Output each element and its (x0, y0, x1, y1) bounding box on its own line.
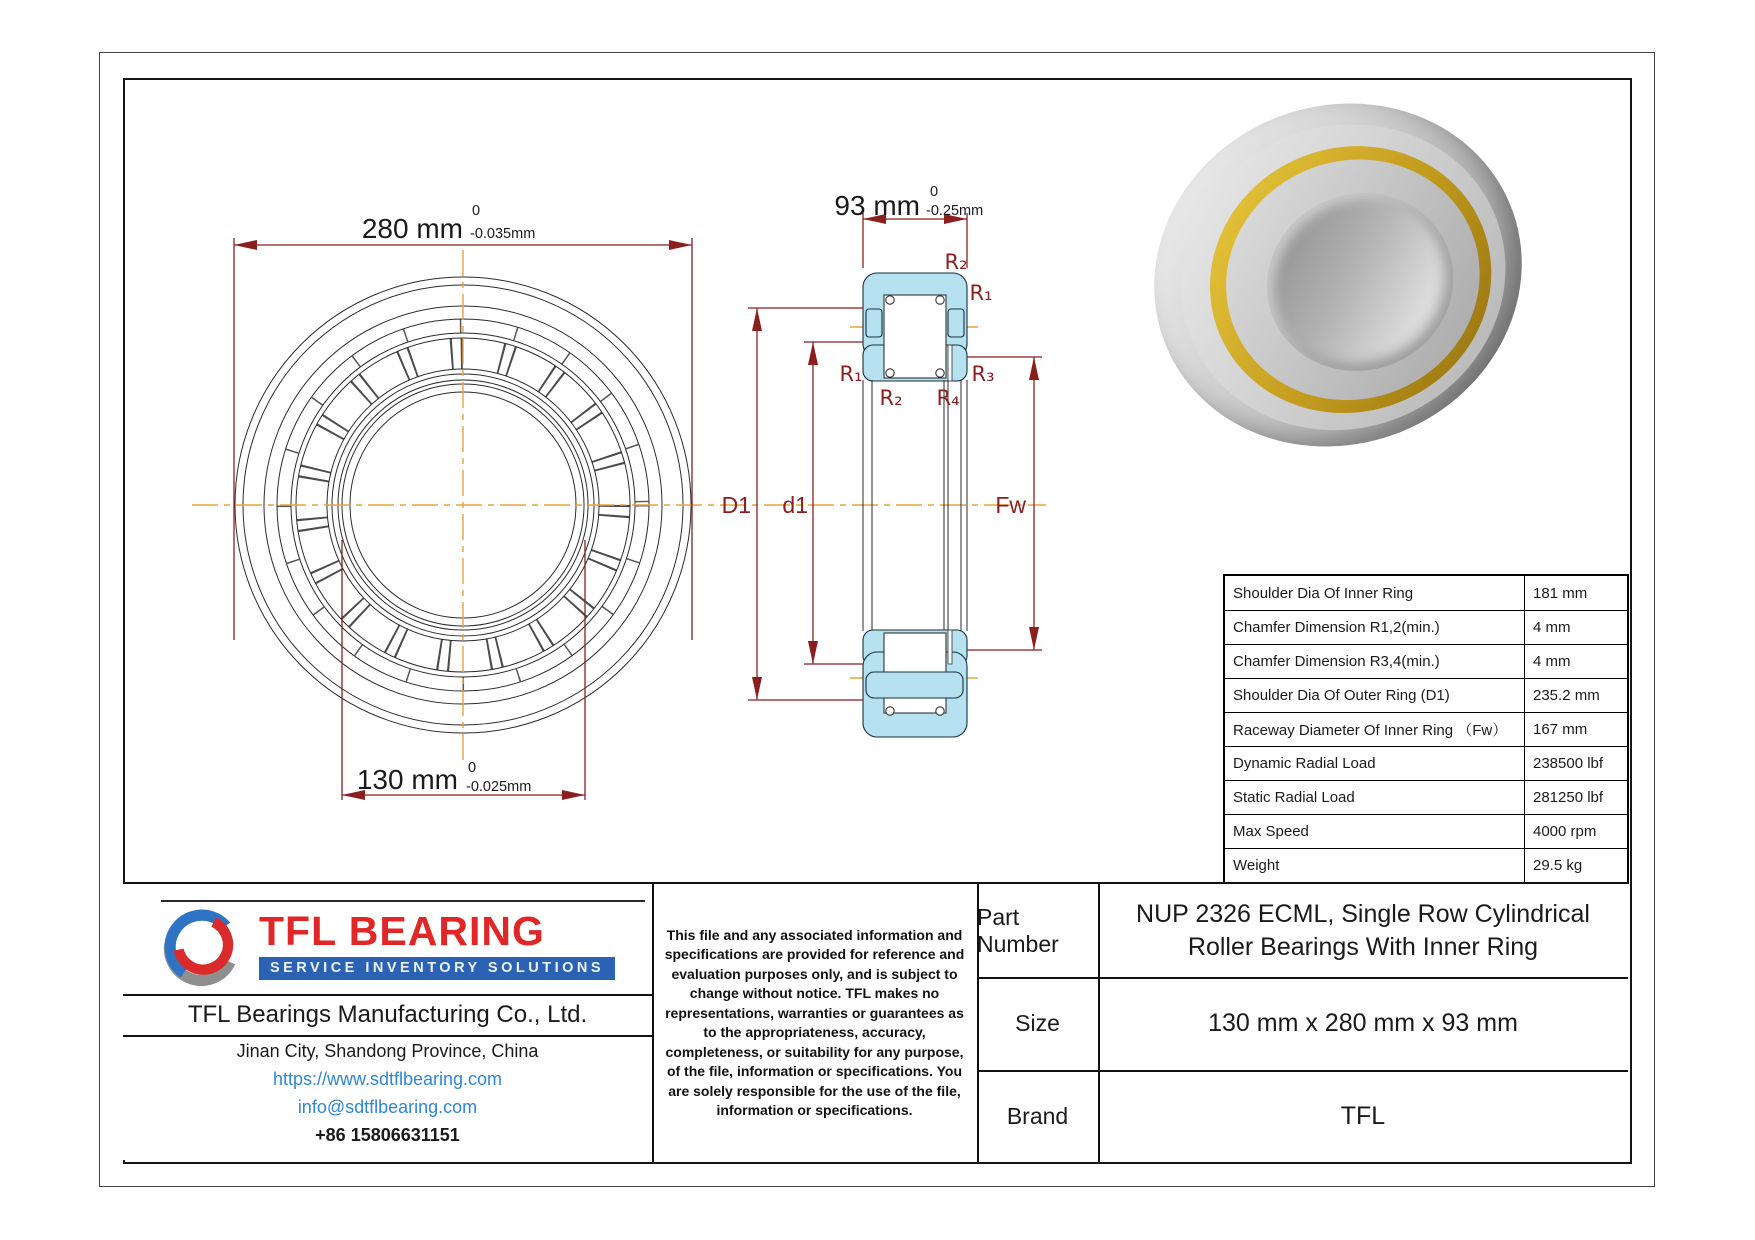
company-contact (123, 1037, 652, 1149)
spec-label: Weight (1225, 849, 1525, 882)
spec-value: 4 mm (1533, 619, 1571, 636)
dim-width-value: 93 mm (834, 190, 920, 221)
dim-outer-tol-bottom: -0.035mm (470, 226, 536, 242)
spec-label: Raceway Diameter Of Inner Ring （Fw） (1225, 713, 1525, 746)
tfl-logo-swirl-icon (159, 904, 245, 990)
field-label-size: Size (1015, 1010, 1060, 1036)
titleblock-divider (977, 1070, 1628, 1072)
dim-bore-tol-bottom: -0.025mm (466, 779, 532, 795)
spec-label: Chamfer Dimension R1,2(min.) (1225, 611, 1525, 644)
field-value-brand: TFL (1340, 1101, 1386, 1130)
table-row (1225, 576, 1627, 610)
disclaimer-cell (652, 884, 977, 1162)
field-label-part-number: Part Number (977, 903, 1059, 957)
dim-bore-tol-top: 0 (468, 760, 477, 776)
label-R1-right: R₁ (969, 281, 993, 305)
label-R2-bottom: R₂ (879, 386, 903, 410)
table-row (1225, 814, 1627, 848)
table-row (1225, 644, 1627, 678)
company-website-link[interactable]: https://www.sdtflbearing.com (272, 1069, 503, 1089)
tfl-logo-lockup (259, 908, 619, 980)
label-d1: d1 (782, 492, 808, 518)
table-row (1225, 610, 1627, 644)
spec-value: 4 mm (1533, 653, 1571, 670)
titleblock-divider (123, 994, 652, 996)
logo-brand-text: TFL BEARING (259, 908, 545, 954)
field-value-part-number: NUP 2326 ECML, Single Row Cylindrical Roller Bearings With Inner Ring (1136, 899, 1590, 961)
dim-width-tol-top: 0 (930, 184, 939, 200)
label-R2-top: R₂ (944, 250, 968, 274)
spec-label: Dynamic Radial Load (1225, 747, 1525, 780)
company-address: Jinan City, Shandong Province, China (236, 1041, 539, 1061)
spec-value: 181 mm (1533, 584, 1588, 602)
cage-bar-bottom (866, 672, 963, 698)
table-row (1225, 780, 1627, 814)
spec-value: 29.5 kg (1533, 857, 1583, 874)
titleblock-divider (1098, 884, 1100, 1162)
company-phone: +86 15806631151 (315, 1125, 460, 1145)
titleblock-divider (652, 884, 654, 1162)
titleblock-divider (977, 884, 979, 1162)
titleblock-divider (977, 977, 1628, 979)
spec-label: Static Radial Load (1225, 781, 1525, 814)
dim-outer-tol-top: 0 (472, 203, 481, 219)
spec-value: 235.2 mm (1533, 687, 1600, 704)
title-block (123, 882, 1628, 1160)
label-R4: R₄ (936, 386, 960, 410)
spec-label: Shoulder Dia Of Outer Ring (D1) (1225, 679, 1525, 712)
spec-label: Shoulder Dia Of Inner Ring (1225, 576, 1525, 610)
field-value-size: 130 mm x 280 mm x 93 mm (1208, 1009, 1518, 1037)
spec-value: 4000 rpm (1533, 823, 1597, 840)
spec-table (1223, 574, 1629, 884)
table-row (1225, 678, 1627, 712)
dim-outer-value: 280 mm (361, 213, 463, 244)
label-R1-left: R₁ (839, 362, 863, 386)
disclaimer-text: This file and any associated information and specifications are provided for reference and evaluation purposes only, and is subject to change without notice. TFL makes no representations, warranties or guarantees as to the appropriateness, accuracy, completeness, or suitability for any purpose, of the file, information or specifications. You are solely responsible for the use of the file, information or specifications. (664, 926, 965, 1118)
logo-tagline: SERVICE INVENTORY SOLUTIONS (259, 957, 615, 980)
label-D1: D1 (721, 492, 751, 518)
dim-bore-value: 130 mm (356, 764, 458, 795)
spec-value: 238500 lbf (1533, 755, 1604, 772)
spec-label: Chamfer Dimension R3,4(min.) (1225, 645, 1525, 678)
table-row (1225, 848, 1627, 882)
field-label-brand: Brand (1006, 1102, 1069, 1129)
table-row (1225, 746, 1627, 780)
spec-label: Max Speed (1225, 815, 1525, 848)
spec-value: 167 mm (1533, 721, 1588, 738)
label-R3: R₃ (971, 362, 995, 386)
spec-value: 281250 lbf (1533, 789, 1604, 806)
label-Fw: Fw (995, 492, 1026, 518)
table-row (1225, 712, 1627, 746)
logo-rule-line (161, 900, 645, 902)
company-email-link[interactable]: info@sdtflbearing.com (297, 1097, 478, 1117)
company-name: TFL Bearings Manufacturing Co., Ltd. (123, 994, 652, 1037)
roller-top (884, 295, 946, 378)
dim-width-tol-bottom: -0.25mm (926, 203, 984, 219)
